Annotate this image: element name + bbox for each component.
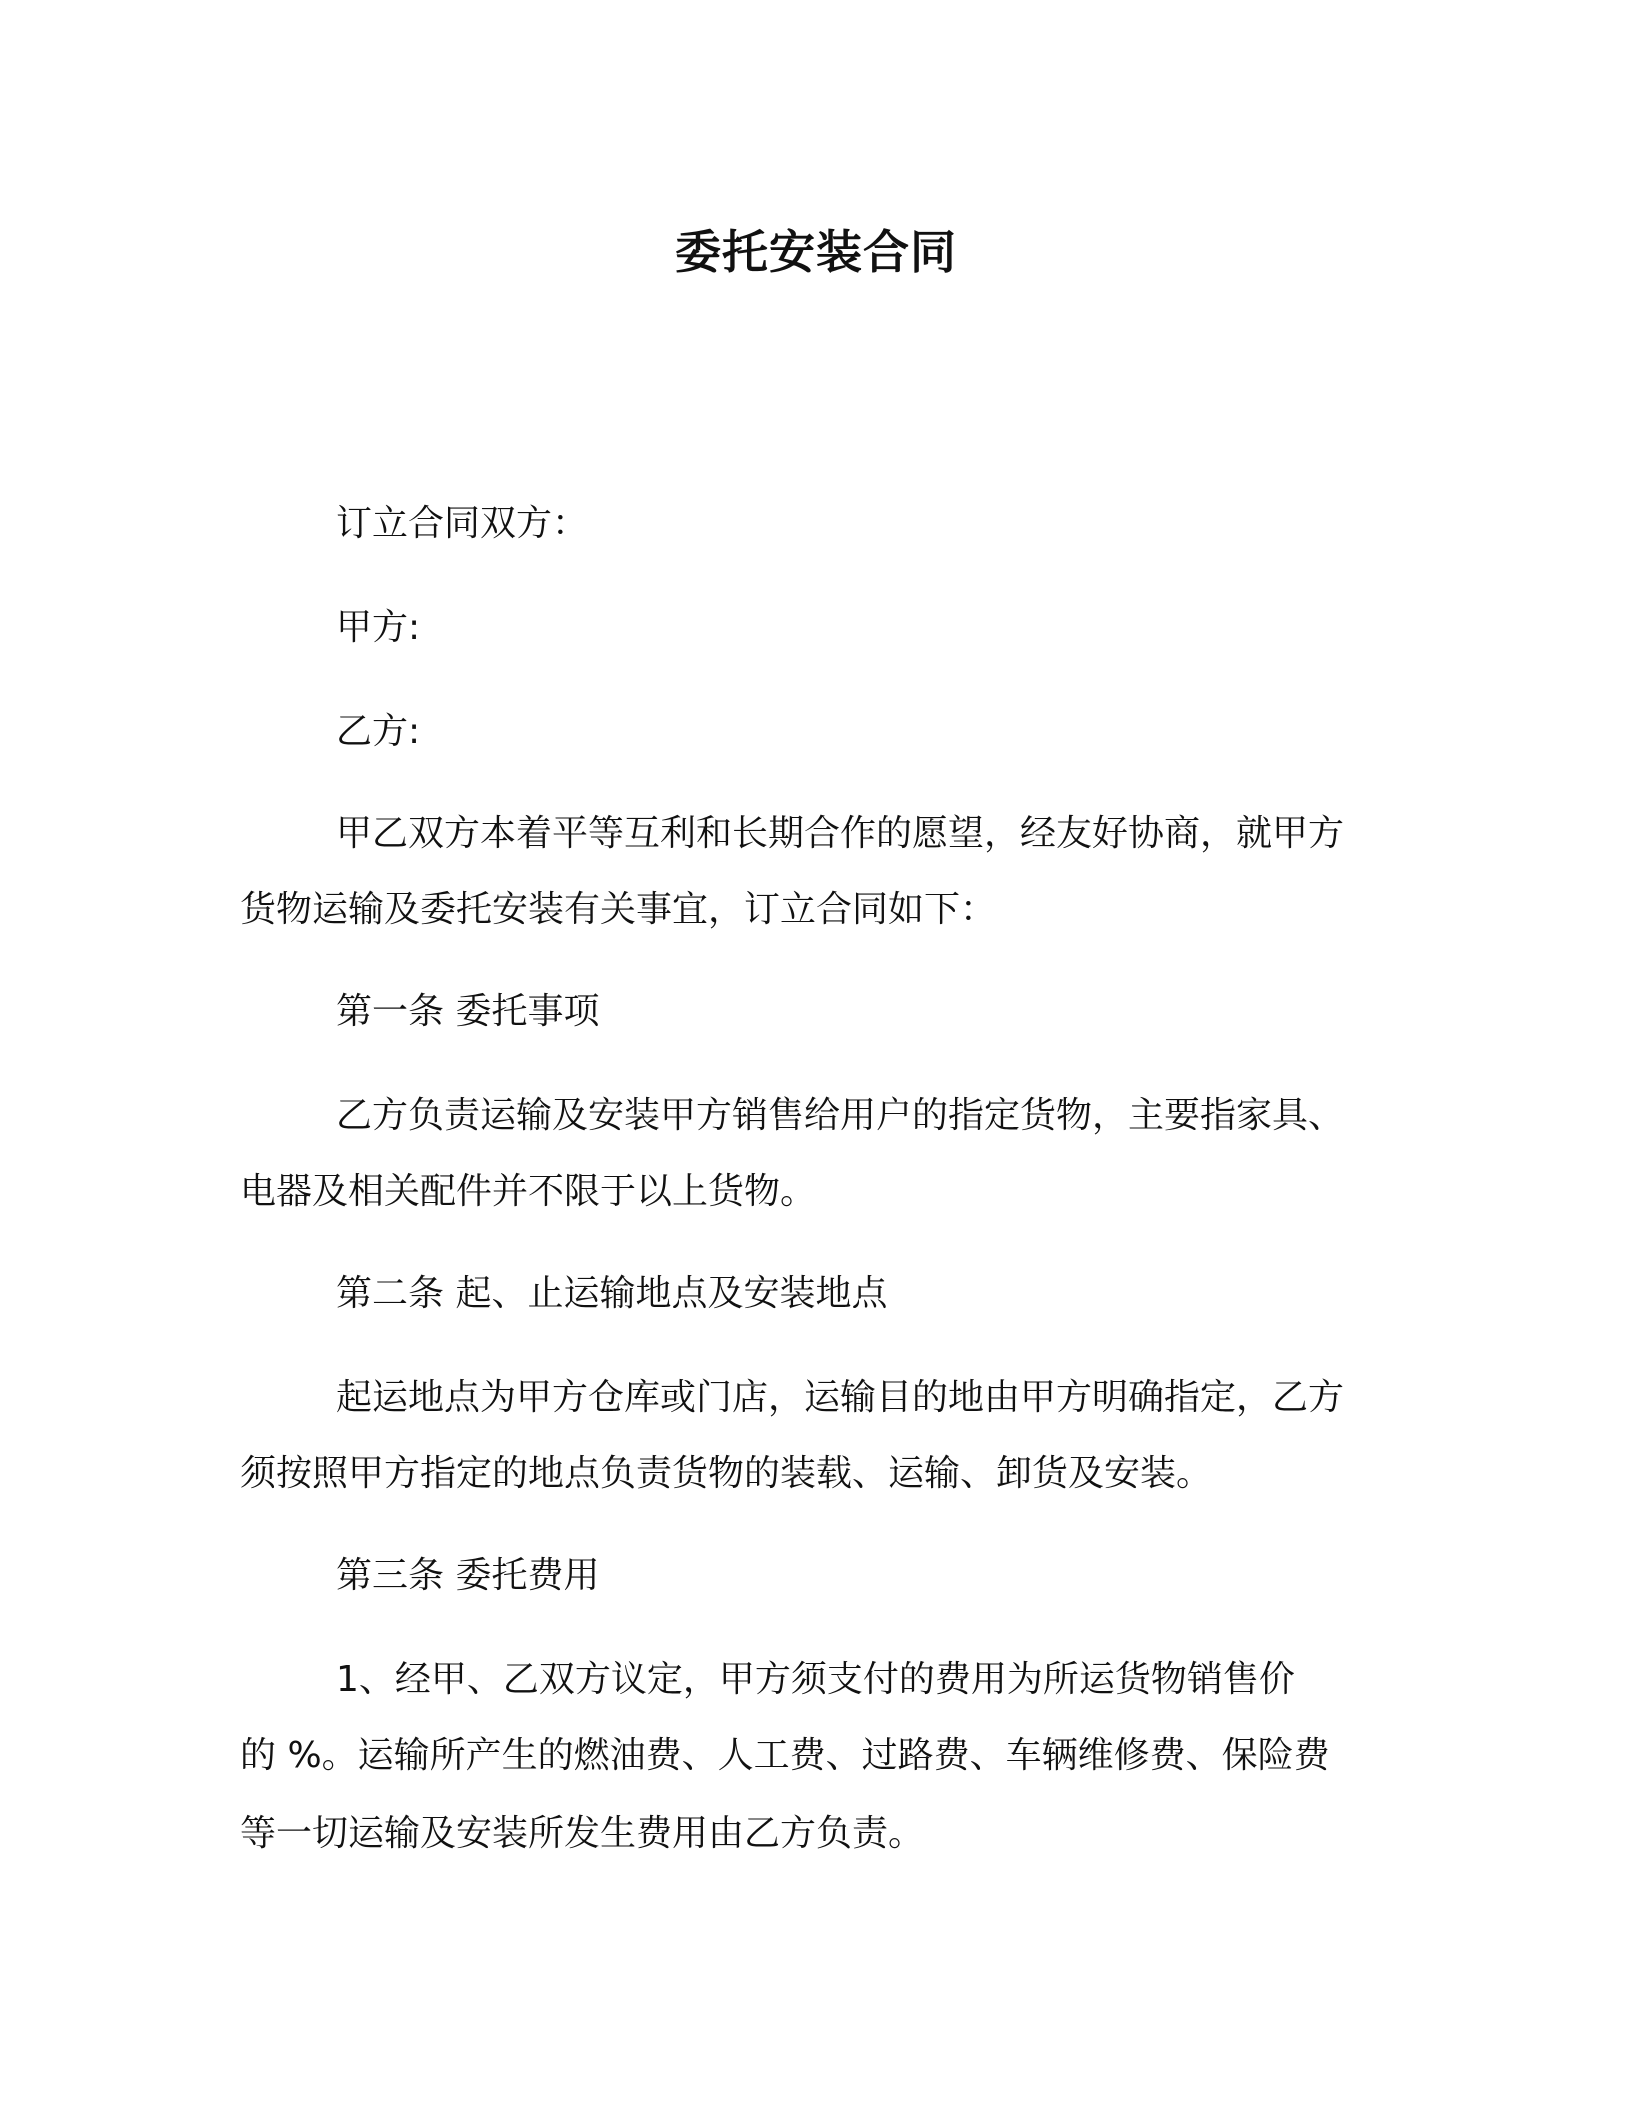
preamble-line-2: 货物运输及委托安装有关事宜，订立合同如下：	[240, 889, 997, 930]
article-3-clause-1-line-1: 1、经甲、乙双方议定，甲方须支付的费用为所运货物销售价	[336, 1659, 1295, 1700]
article-1-heading: 第一条 委托事项	[336, 991, 600, 1032]
parties-heading: 订立合同双方：	[336, 503, 589, 544]
article-3-heading: 第三条 委托费用	[336, 1555, 600, 1596]
article-3-clause-1-line-3: 等一切运输及安装所发生费用由乙方负责。	[240, 1813, 925, 1854]
article-2-heading: 第二条 起、止运输地点及安装地点	[336, 1273, 888, 1314]
article-1-text-line-1: 乙方负责运输及安装甲方销售给用户的指定货物，主要指家具、	[336, 1095, 1345, 1136]
article-2-text-line-2: 须按照甲方指定的地点负责货物的装载、运输、卸货及安装。	[240, 1453, 1213, 1494]
article-3-clause-1-line-2: 的 %。运输所产生的燃油费、人工费、过路费、车辆维修费、保险费	[240, 1735, 1330, 1776]
article-2-text-line-1: 起运地点为甲方仓库或门店，运输目的地由甲方明确指定，乙方	[336, 1377, 1345, 1418]
party-a-label: 甲方:	[336, 607, 421, 648]
document-title: 委托安装合同	[675, 225, 957, 279]
article-1-text-line-2: 电器及相关配件并不限于以上货物。	[240, 1171, 817, 1212]
preamble-line-1: 甲乙双方本着平等互利和长期合作的愿望，经友好协商，就甲方	[336, 813, 1345, 854]
party-b-label: 乙方:	[336, 711, 421, 752]
